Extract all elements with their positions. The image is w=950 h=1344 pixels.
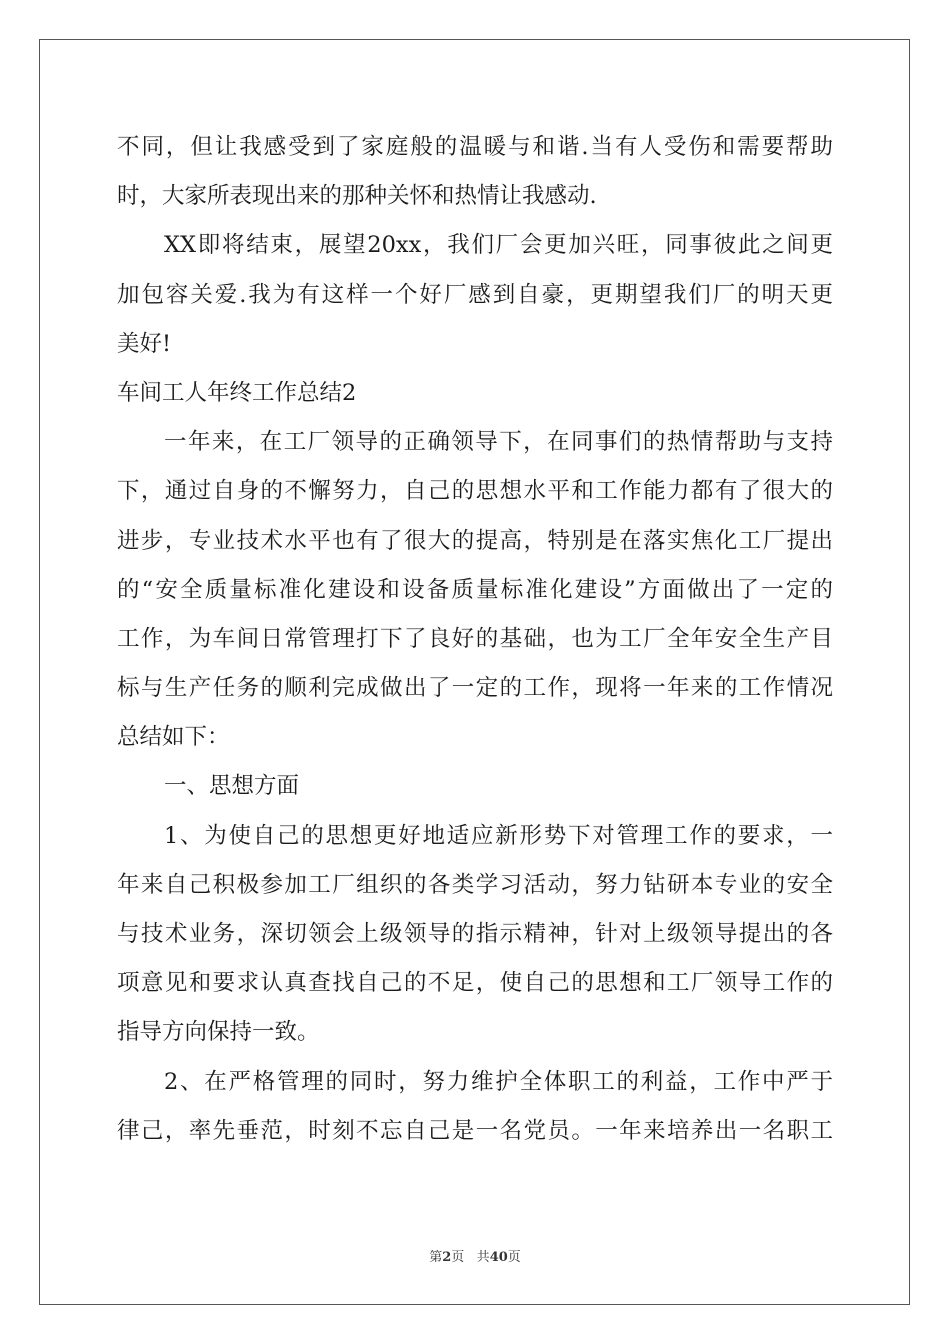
text-line: 下，通过自身的不懈努力，自己的思想水平和工作能力都有了很大的 — [117, 478, 833, 505]
text-line: 工作，为车间日常管理打下了良好的基础，也为工厂全年安全生产目 — [117, 625, 833, 652]
footer-page-number: 2 — [442, 1250, 452, 1265]
text-line: 加包容关爱.我为有这样一个好厂感到自豪，更期望我们厂的明天更 — [117, 281, 833, 308]
text-line: 项意见和要求认真查找自己的不足，使自己的思想和工厂领导工作的 — [117, 970, 833, 997]
footer-prefix: 第 — [429, 1250, 443, 1265]
text-line: 一年来，在工厂领导的正确领导下，在同事们的热情帮助与支持 — [164, 429, 833, 456]
text-line: 时，大家所表现出来的那种关怀和热情让我感动. — [117, 183, 597, 210]
text-line: 不同，但让我感受到了家庭般的温暖与和谐.当有人受伤和需要帮助 — [117, 134, 833, 160]
text-line: 标与生产任务的顺利完成做出了一定的工作，现将一年来的工作情况 — [117, 675, 833, 702]
text-line: XX即将结束，展望20xx，我们厂会更加兴旺，同事彼此之间更 — [164, 232, 833, 259]
footer-page-suffix: 页 — [451, 1250, 465, 1265]
text-line: 美好! — [117, 330, 172, 357]
text-line: 律己，率先垂范，时刻不忘自己是一名党员。一年来培养出一名职工 — [117, 1117, 833, 1144]
footer-total-prefix: 共 — [476, 1250, 490, 1265]
text-line: 1、为使自己的思想更好地适应新形势下对管理工作的要求，一 — [164, 822, 833, 849]
footer-total-suffix: 页 — [507, 1250, 521, 1265]
text-line: 指导方向保持一致。 — [117, 1019, 320, 1046]
document-body — [117, 123, 833, 1156]
section-heading: 车间工人年终工作总结2 — [117, 379, 357, 406]
text-line: 年来自己积极参加工厂组织的各类学习活动，努力钻研本专业的安全 — [117, 871, 833, 898]
text-line: 2、在严格管理的同时，努力维护全体职工的利益，工作中严于 — [164, 1068, 833, 1095]
text-line: 与技术业务，深切领会上级领导的指示精神，针对上级领导提出的各 — [117, 921, 833, 947]
subsection-heading: 一、思想方面 — [164, 773, 300, 800]
text-line: 总结如下： — [117, 724, 230, 751]
text-line: 的“安全质量标准化建设和设备质量标准化建设”方面做出了一定的 — [117, 576, 833, 603]
page-footer — [0, 1246, 950, 1265]
footer-total-pages: 40 — [489, 1250, 508, 1265]
text-line: 进步，专业技术水平也有了很大的提高，特别是在落实焦化工厂提出 — [117, 527, 833, 554]
